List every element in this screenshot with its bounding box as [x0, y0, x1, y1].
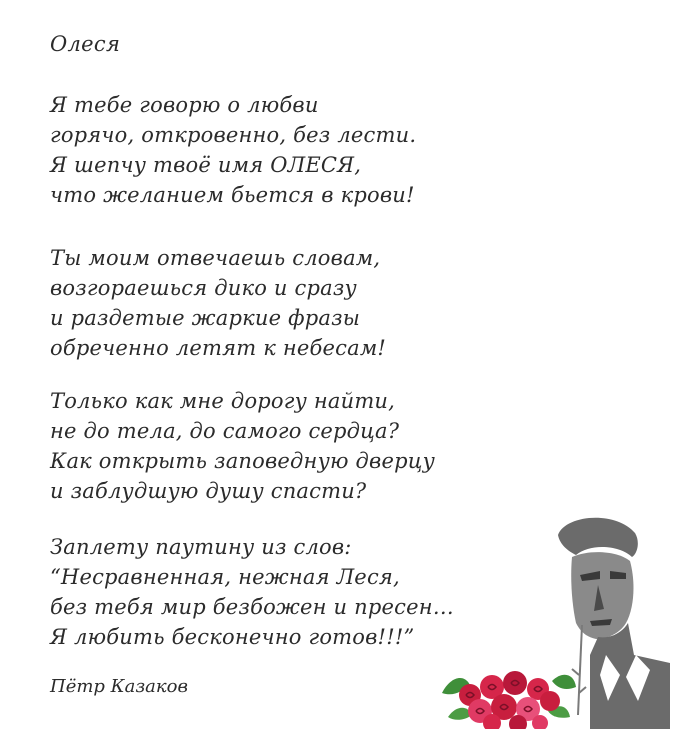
poem-line: и заблудшую душу спасти? [50, 479, 367, 503]
poem-line: и раздетые жаркие фразы [50, 306, 361, 330]
stanza-3 [50, 386, 435, 506]
poem-title: Олеся [50, 32, 121, 56]
poem-line: Я любить бесконечно готов!!!” [50, 625, 415, 649]
stanza-2 [50, 243, 386, 363]
poem-line: без тебя мир безбожен и пресен… [50, 595, 454, 619]
man-silhouette-icon [558, 518, 670, 729]
poem-line: Ты моим отвечаешь словам, [50, 246, 381, 270]
poem-line: “Несравненная, нежная Леся, [50, 565, 400, 589]
poem-line: обреченно летят к небесам! [50, 336, 387, 360]
poem-line: Только как мне дорогу найти, [50, 389, 396, 413]
poem-line: Заплету паутину из слов: [50, 535, 352, 559]
poem-line: Как открыть заповедную дверцу [50, 449, 435, 473]
author-signature: Пётр Казаков [50, 676, 188, 697]
poem-line: что желанием бьется в крови! [50, 183, 415, 207]
poem-line: возгораешься дико и сразу [50, 276, 357, 300]
portrait-illustration [440, 505, 680, 729]
poem-line: горячо, откровенно, без лести. [50, 123, 417, 147]
poem-line: Я тебе говорю о любви [50, 93, 319, 117]
rose-bouquet-icon [442, 671, 576, 729]
poem-line: Я шепчу твоё имя ОЛЕСЯ, [50, 153, 362, 177]
stanza-4 [50, 532, 454, 652]
rose-stem-icon [572, 625, 586, 715]
poem-line: не до тела, до самого сердца? [50, 419, 400, 443]
stanza-1 [50, 90, 416, 210]
